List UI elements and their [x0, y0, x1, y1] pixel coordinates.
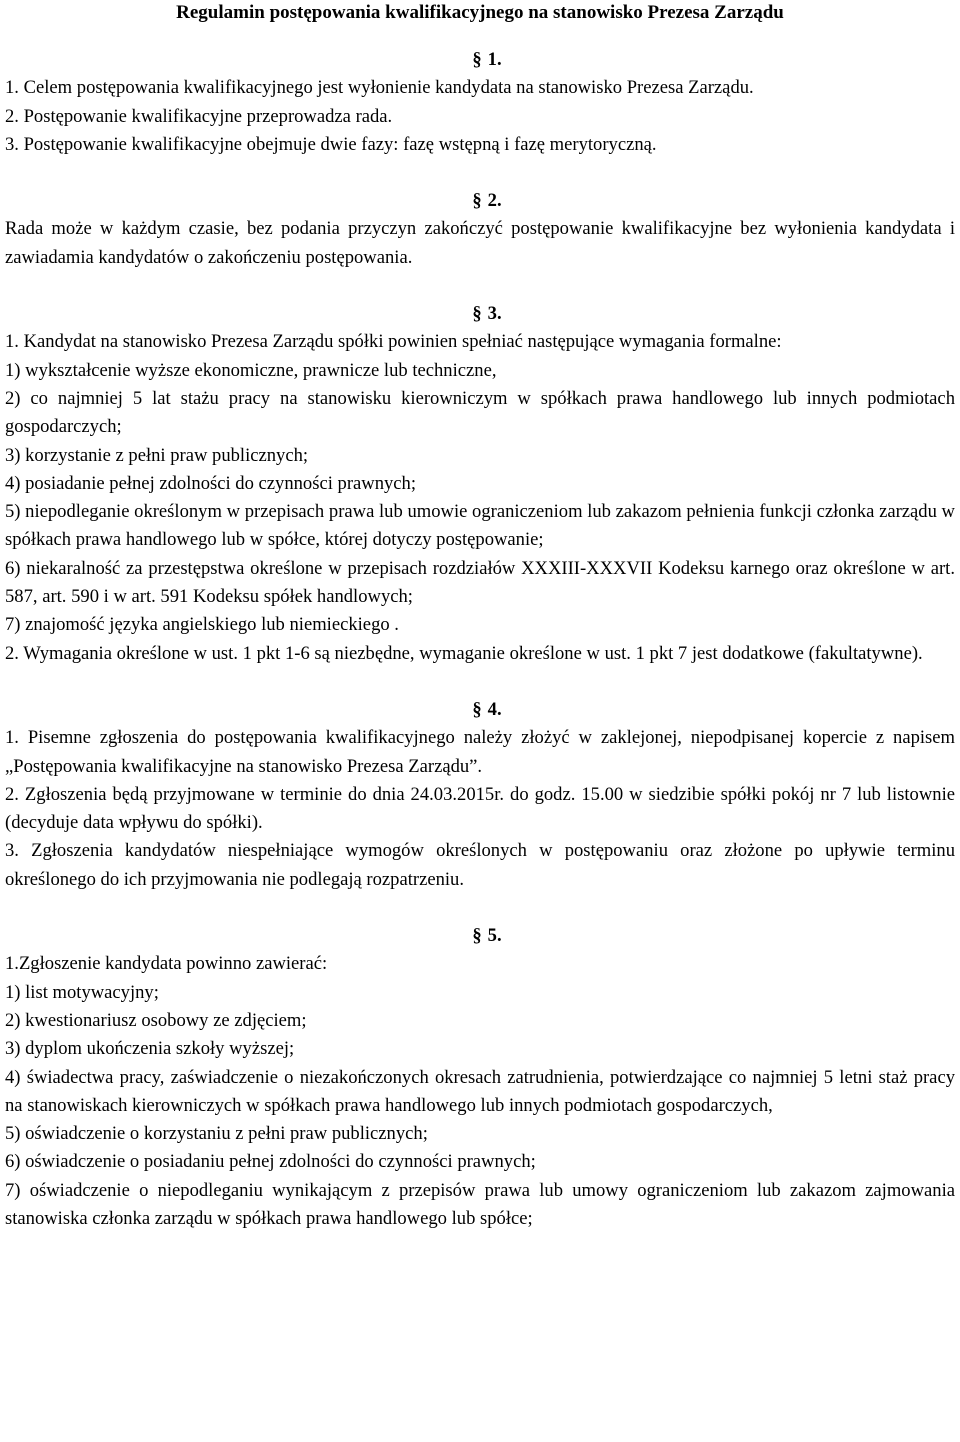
- section-number: 1.: [487, 49, 502, 70]
- section-number: 5.: [487, 925, 502, 947]
- paragraph: 2. Wymagania określone w ust. 1 pkt 1-6 są niezbędne, wymaganie określone w ust. 1 pkt 7 jest dodatkowe (fakultatywne).: [5, 642, 923, 664]
- section-heading: [5, 46, 955, 74]
- list-item: 2) kwestionariusz osobowy ze zdjęciem;: [5, 1009, 307, 1031]
- list-item: 7) oświadczenie o niepodleganiu wynikającym z przepisów prawa lub umowy ograniczeniom lub zakazom zajmowania stanowiska członka zarządu w spółkach prawa handlowego lub spółce;: [5, 1179, 955, 1229]
- section-5: [5, 922, 955, 1233]
- section-1: [5, 46, 955, 159]
- paragraph: 3. Zgłoszenia kandydatów niespełniające wymogów określonych w postępowaniu oraz złożone po upływie terminu określonego do ich przyjmowania nie podlegają rozpatrzeniu.: [5, 840, 955, 890]
- paragraph: 2. Postępowanie kwalifikacyjne przeprowadza rada.: [5, 105, 393, 127]
- paragraph: 1. Pisemne zgłoszenia do postępowania kwalifikacyjnego należy złożyć w zaklejonej, niepodpisanej kopercie z napisem „Postępowania kwalifikacyjne na stanowisko Prezesa Zarządu”.: [5, 727, 955, 777]
- section-sign: §: [472, 190, 482, 212]
- list-item: 6) oświadczenie o posiadaniu pełnej zdolności do czynności prawnych;: [5, 1151, 536, 1173]
- list-item: 6) niekaralność za przestępstwa określone w przepisach rozdziałów XXXIII-XXXVII Kodeksu karnego oraz określone w art. 587, art. 590 i w art. 591 Kodeksu spółek handlowych;: [5, 557, 955, 608]
- paragraph: 1. Celem postępowania kwalifikacyjnego jest wyłonienie kandydata na stanowisko Prezesa Zarządu.: [5, 77, 754, 99]
- list-item: 5) oświadczenie o korzystaniu z pełni praw publicznych;: [5, 1123, 428, 1145]
- list-item: 4) posiadanie pełnej zdolności do czynności prawnych;: [5, 472, 417, 494]
- paragraph: 1. Kandydat na stanowisko Prezesa Zarządu spółki powinien spełniać następujące wymagania formalne:: [5, 331, 782, 353]
- section-heading: [5, 300, 955, 328]
- paragraph: Rada może w każdym czasie, bez podania przyczyn zakończyć postępowanie kwalifikacyjne bez wyłonienia kandydata i zawiadamia kandydatów o zakończeniu postępowania.: [5, 218, 955, 268]
- section-number: 3.: [487, 303, 502, 325]
- list-item: 7) znajomość języka angielskiego lub niemieckiego .: [5, 614, 399, 636]
- section-3: [5, 300, 955, 668]
- section-sign: §: [472, 925, 482, 947]
- list-item: 1) list motywacyjny;: [5, 981, 159, 1003]
- section-heading: [5, 187, 955, 215]
- list-item: 4) świadectwa pracy, zaświadczenie o niezakończonych okresach zatrudnienia, potwierdzające co najmniej 5 letni staż pracy na stanowiskach kierowniczych w spółkach prawa handlowego lub innych podmiotach gospodarczych,: [5, 1066, 955, 1116]
- list-item: 5) niepodleganie określonym w przepisach prawa lub umowie ograniczeniom lub zakazom pełnienia funkcji członka zarządu w spółkach prawa handlowego lub w spółce, której dotyczy postępowanie;: [5, 501, 955, 551]
- list-item: 2) co najmniej 5 lat stażu pracy na stanowisku kierowniczym w spółkach prawa handlowego lub innych podmiotach gospodarczych;: [5, 387, 955, 438]
- section-sign: §: [472, 49, 482, 70]
- section-heading: [5, 922, 955, 950]
- section-number: 4.: [487, 698, 502, 720]
- section-number: 2.: [487, 190, 502, 212]
- section-sign: §: [472, 698, 482, 720]
- section-2: [5, 187, 955, 272]
- section-4: [5, 696, 955, 894]
- section-sign: §: [472, 303, 482, 325]
- list-item: 1) wykształcenie wyższe ekonomiczne, prawnicze lub techniczne,: [5, 359, 497, 381]
- paragraph: 2. Zgłoszenia będą przyjmowane w terminie do dnia 24.03.2015r. do godz. 15.00 w siedzibie spółki pokój nr 7 lub listownie (decyduje data wpływu do spółki).: [5, 783, 955, 834]
- paragraph: 1.Zgłoszenie kandydata powinno zawierać:: [5, 953, 328, 975]
- list-item: 3) dyplom ukończenia szkoły wyższej;: [5, 1038, 295, 1060]
- section-heading: [5, 696, 955, 724]
- document-title: Regulamin postępowania kwalifikacyjnego na stanowisko Prezesa Zarządu: [176, 2, 784, 23]
- list-item: 3) korzystanie z pełni praw publicznych;: [5, 444, 309, 466]
- paragraph: 3. Postępowanie kwalifikacyjne obejmuje dwie fazy: fazę wstępną i fazę merytoryczną.: [5, 133, 657, 155]
